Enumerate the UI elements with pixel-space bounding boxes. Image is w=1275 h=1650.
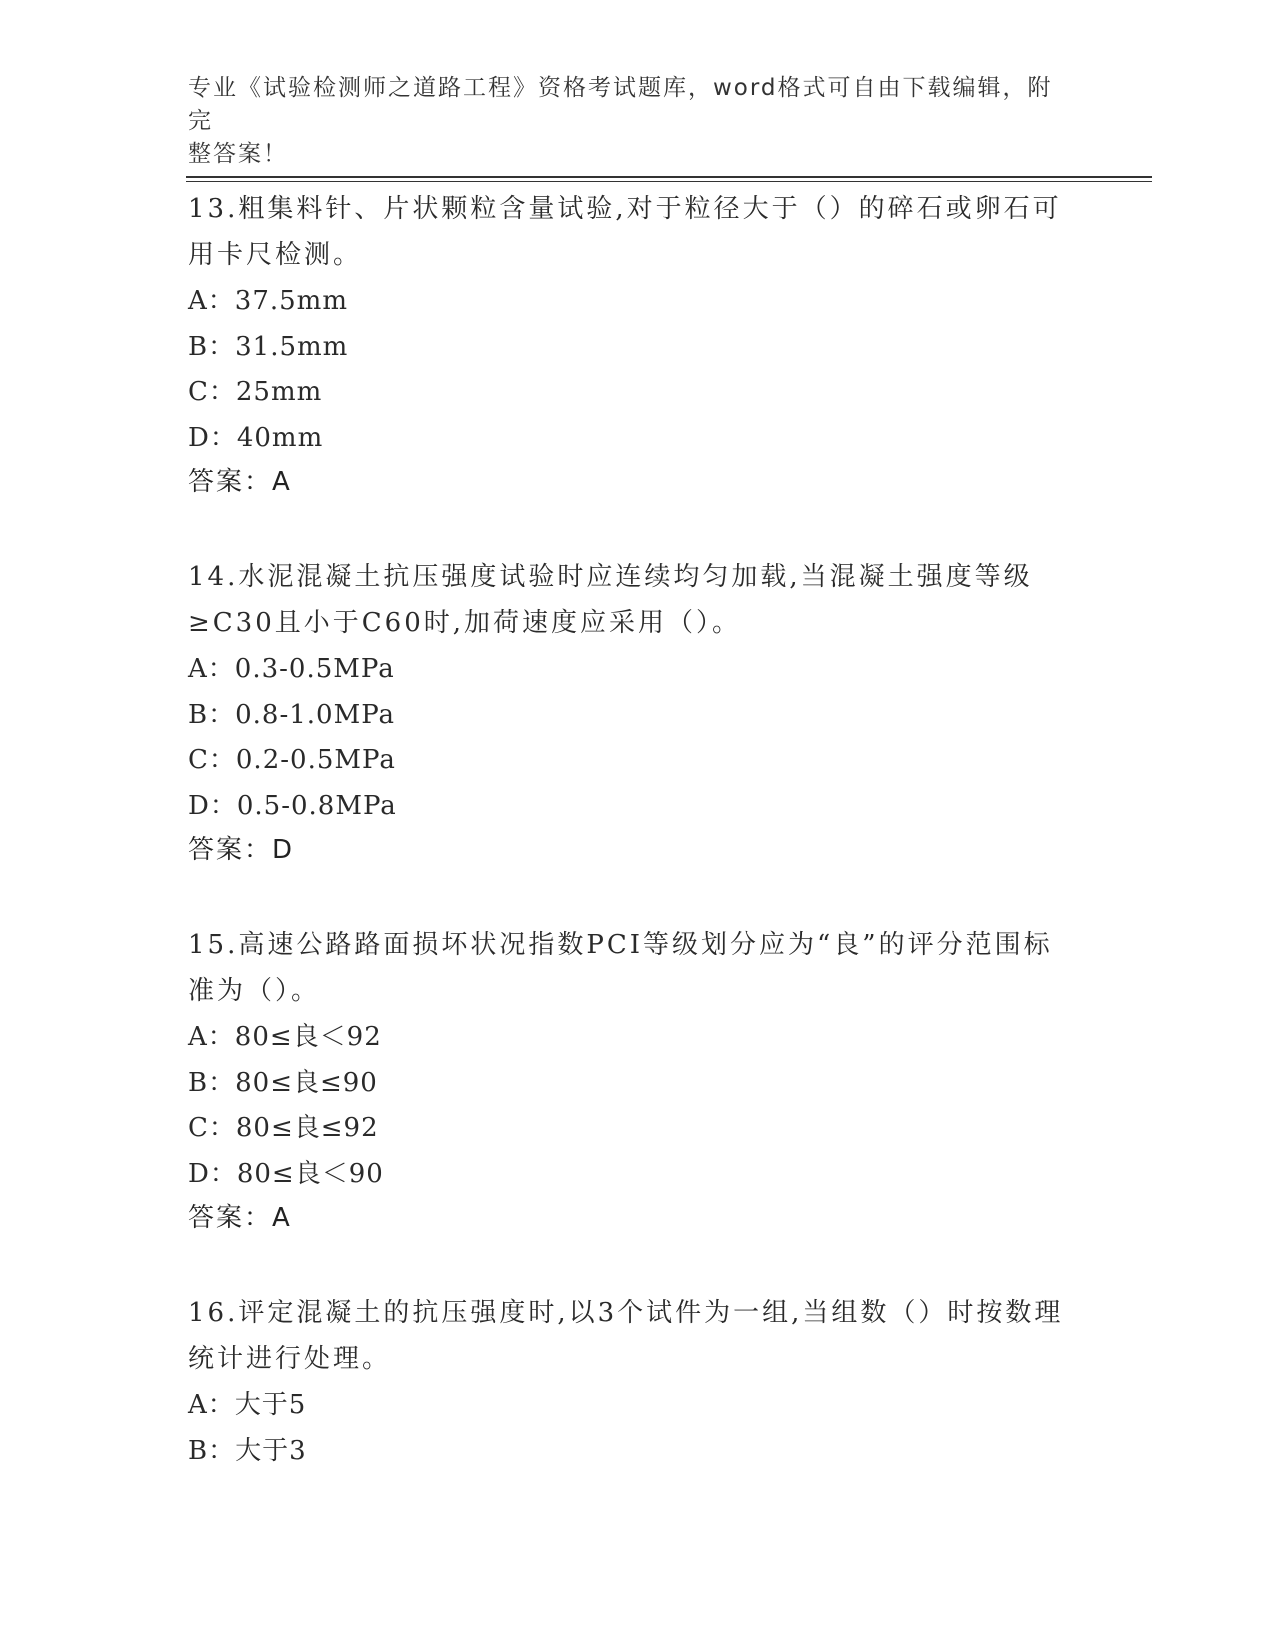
question-stem-line-2: ≥C30且小于C60时,加荷速度应采用（）。	[188, 608, 742, 638]
option-a: A：大于5	[188, 1390, 307, 1420]
option-a: A：0.3-0.5MPa	[188, 654, 395, 684]
question-13	[188, 186, 1088, 504]
option-a: A：37.5mm	[188, 286, 348, 316]
option-b: B：大于3	[188, 1435, 307, 1466]
answer-line: 答案：A	[188, 467, 292, 497]
question-stem-line-2: 用卡尺检测。	[188, 240, 363, 270]
document-header	[188, 72, 1068, 171]
option-d: D：40mm	[188, 422, 324, 453]
header-line-2: 整答案！	[188, 141, 288, 167]
header-divider-thick	[186, 176, 1152, 178]
option-c: C：80≤良≤92	[188, 1113, 379, 1143]
question-stem-line-2: 准为（）。	[188, 976, 321, 1006]
header-line-1: 专业《试验检测师之道路工程》资格考试题库，word格式可自由下载编辑，附完	[188, 75, 1053, 134]
question-stem-line-1: 16.评定混凝土的抗压强度时,以3个试件为一组,当组数（）时按数理	[188, 1298, 1064, 1328]
answer-line: 答案：D	[188, 835, 295, 865]
question-stem-line-1: 15.高速公路路面损坏状况指数PCI等级划分应为“良”的评分范围标	[188, 930, 1053, 960]
question-14	[188, 554, 1088, 872]
option-c: C：25mm	[188, 377, 323, 407]
option-a: A：80≤良＜92	[188, 1022, 382, 1052]
answer-line: 答案：A	[188, 1203, 292, 1233]
option-b: B：0.8-1.0MPa	[188, 699, 396, 730]
question-stem-line-2: 统计进行处理。	[188, 1344, 392, 1374]
option-c: C：0.2-0.5MPa	[188, 745, 396, 775]
question-stem-line-1: 14.水泥混凝土抗压强度试验时应连续均匀加载,当混凝土强度等级	[188, 562, 1033, 592]
option-d: D：0.5-0.8MPa	[188, 790, 397, 821]
question-15	[188, 922, 1088, 1240]
question-stem-line-1: 13.粗集料针、片状颗粒含量试验,对于粒径大于（）的碎石或卵石可	[188, 194, 1062, 224]
question-16	[188, 1290, 1088, 1473]
option-b: B：31.5mm	[188, 331, 349, 362]
option-d: D：80≤良＜90	[188, 1158, 384, 1189]
option-b: B：80≤良≤90	[188, 1067, 378, 1098]
header-divider-thin	[186, 181, 1152, 182]
